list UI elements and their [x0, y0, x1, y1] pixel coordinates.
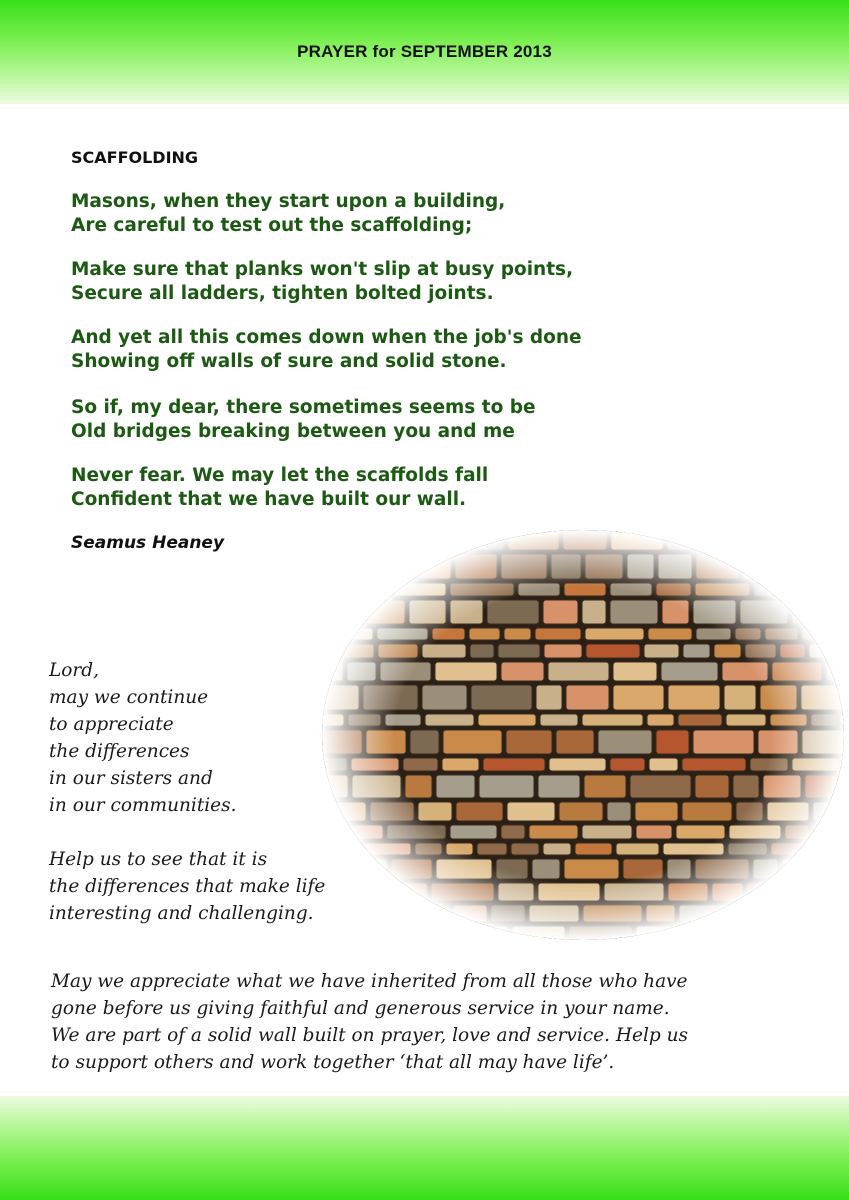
prayer-line: the differences: [49, 741, 190, 762]
prayer-line: We are part of a solid wall built on prayer, love and service. Help us: [51, 1025, 688, 1046]
stone-wall-image: [322, 530, 844, 940]
poem-stanza-1: [71, 190, 505, 238]
wall-stone: [322, 883, 359, 901]
poem-line: And yet all this comes down when the job's done: [71, 327, 582, 348]
wall-stone: [825, 600, 844, 624]
wall-stone: [701, 926, 754, 938]
prayer-line: to appreciate: [49, 714, 174, 735]
wall-stone: [793, 905, 817, 922]
wall-stone: [796, 554, 844, 579]
page-title: PRAYER for SEPTEMBER 2013: [297, 42, 552, 61]
poem-line: So if, my dear, there sometimes seems to be: [71, 397, 536, 418]
wall-stone: [364, 583, 390, 596]
wall-stone: [322, 600, 354, 624]
wall-stone: [324, 926, 357, 938]
prayer-middle: [49, 846, 325, 927]
footer-band: [0, 1096, 849, 1200]
wall-stone: [340, 532, 382, 550]
poem-line: Masons, when they start upon a building,: [71, 191, 506, 212]
wall-stone: [782, 859, 824, 879]
poem-line: Secure all ladders, tighten bolted joints.: [71, 283, 494, 304]
wall-stone: [322, 583, 360, 596]
poem-line: Never fear. We may let the scaffolds fall: [71, 465, 489, 486]
wall-stone: [820, 532, 844, 550]
wall-stone: [841, 883, 844, 901]
wall-stone: [364, 554, 416, 579]
prayer-line: May we appreciate what we have inherited from all those who have: [51, 971, 688, 992]
prayer-line: the differences that make life: [49, 876, 326, 897]
wall-stone: [791, 926, 836, 938]
wall-stone: [793, 583, 844, 596]
poem-stanza-2: [71, 258, 573, 306]
wall-stone: [840, 926, 844, 938]
wall-stone: [818, 843, 844, 855]
poem-line: Confident that we have built our wall.: [71, 489, 467, 510]
wall-stone: [828, 859, 844, 879]
wall-stone: [753, 532, 816, 550]
poem-author: Seamus Heaney: [71, 533, 225, 553]
poem-line: Make sure that planks won't slip at busy points,: [71, 259, 574, 280]
wall-stone: [322, 859, 355, 879]
wall-stone: [743, 554, 792, 579]
wall-stone: [361, 926, 410, 938]
prayer-closing: [51, 968, 688, 1076]
wall-stone: [758, 926, 787, 938]
wall-stone: [371, 905, 395, 922]
wall-stone: [414, 926, 448, 938]
wall-stone: [322, 532, 336, 550]
wall-stone: [738, 905, 789, 922]
poem-title: SCAFFOLDING: [71, 148, 199, 167]
wall-stone: [452, 926, 479, 938]
wall-stone: [821, 905, 844, 922]
wall-stone: [386, 532, 413, 550]
wall-stone: [718, 532, 749, 550]
prayer-line: to support others and work together ‘that all may have life’.: [51, 1052, 615, 1073]
poem-line: Old bridges breaking between you and me: [71, 421, 515, 442]
prayer-line: Help us to see that it is: [49, 849, 268, 870]
poem-line: Are careful to test out the scaffolding;: [71, 215, 473, 236]
poem-line: Showing off walls of sure and solid stone.: [71, 351, 507, 372]
prayer-intro: [49, 657, 237, 819]
wall-stone: [322, 843, 361, 855]
poem-stanza-3: [71, 326, 582, 374]
prayer-line: in our communities.: [49, 795, 237, 816]
poem-stanza-4: [71, 396, 536, 444]
wall-stone: [322, 554, 360, 579]
poem-stanza-5: [71, 464, 488, 512]
wall-stone: [417, 532, 465, 550]
wall-stone: [813, 825, 842, 839]
wall-stone: [799, 883, 837, 901]
prayer-line: Lord,: [49, 660, 99, 681]
wall-stone: [843, 758, 844, 771]
prayer-line: interesting and challenging.: [49, 903, 314, 924]
prayer-line: may we continue: [49, 687, 209, 708]
prayer-line: gone before us giving faithful and generous service in your name.: [51, 998, 670, 1019]
prayer-line: in our sisters and: [49, 768, 213, 789]
wall-stone: [322, 905, 367, 922]
